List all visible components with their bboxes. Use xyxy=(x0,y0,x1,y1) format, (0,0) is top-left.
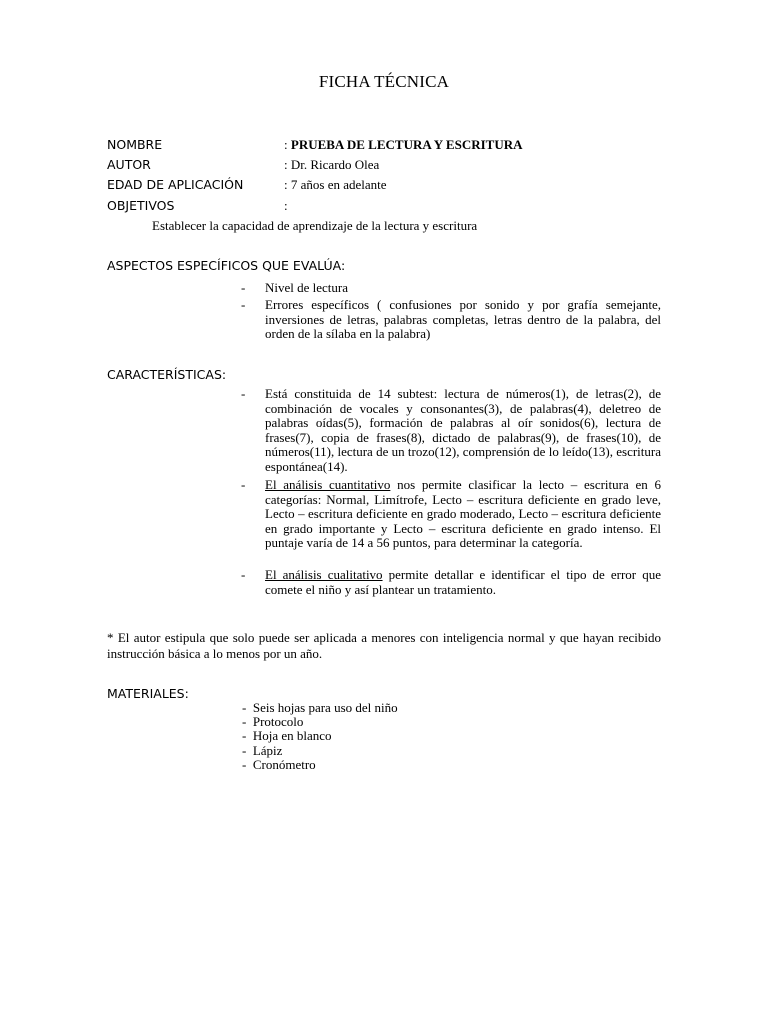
field-label: NOMBRE xyxy=(107,137,163,152)
aspect-item xyxy=(241,281,661,296)
author-note: * El autor estipula que solo puede ser aplicada a menores con inteligencia normal y que hayan recibido instrucción básica a lo menos por un año. xyxy=(107,630,661,661)
underlined-term: El análisis cualitativo xyxy=(265,567,383,582)
characteristic-item xyxy=(241,568,661,597)
characteristic-item-text xyxy=(265,478,661,551)
characteristic-item xyxy=(241,478,661,551)
aspects-heading: ASPECTOS ESPECÍFICOS QUE EVALÚA: xyxy=(107,258,346,273)
aspect-item-text: Nivel de lectura xyxy=(265,280,349,295)
field-value xyxy=(284,155,379,175)
objective-text: Establecer la capacidad de aprendizaje de la lectura y escritura xyxy=(152,218,478,233)
field-separator: : xyxy=(284,157,288,172)
materials-heading: MATERIALES: xyxy=(107,686,189,701)
age-range: 7 años en adelante xyxy=(290,177,387,192)
bullet-dash: - xyxy=(241,567,246,582)
field-separator: : xyxy=(284,177,288,192)
material-item xyxy=(242,701,398,715)
bullet-dash: - xyxy=(242,700,247,715)
aspect-item xyxy=(241,298,661,342)
page-title: FICHA TÉCNICA xyxy=(318,72,450,91)
bullet-dash: - xyxy=(241,477,246,492)
item-body: nos permite clasificar la lecto – escritura en 6 categorías: Normal, Limítrofe, Lecto – escritura deficiente en grado leve, Lecto – escritura deficiente en grado moderado, Lecto – escritura deficiente en grado importante y Lecto – escritura deficiente en grado intenso. El puntaje varía de 14 a 56 puntos, para determinar la categoría. xyxy=(265,477,661,551)
bullet-dash: - xyxy=(241,280,246,295)
material-item-text: Lápiz xyxy=(252,742,283,758)
field-label: EDAD DE APLICACIÓN xyxy=(107,177,244,192)
characteristic-item xyxy=(241,387,661,475)
field-label: OBJETIVOS xyxy=(107,198,175,213)
aspect-item-text: Errores específicos ( confusiones por sonido y por grafía semejante, inversiones de letras, palabras completas, letras dentro de la palabra, del orden de la sílaba en la palabra) xyxy=(265,297,661,342)
bullet-dash: - xyxy=(242,756,247,772)
characteristic-item-text: Está constituida de 14 subtest: lectura de números(1), de letras(2), de combinación de vocales y consonantes(3), de palabras(4), deletreo de palabras oídas(5), formación de palabras al oír sonidos(6), lectura de frases(7), copia de frases(8), dictado de palabras(9), de frases(10), de números(11), lectura de un trozo(12), comprensión de lo leído(13), escritura espontánea(14). xyxy=(265,386,661,474)
field-value xyxy=(284,175,387,195)
field-value xyxy=(284,196,288,216)
test-name: PRUEBA DE LECTURA Y ESCRITURA xyxy=(290,137,523,152)
bullet-dash: - xyxy=(241,386,246,401)
field-separator: : xyxy=(284,198,288,213)
bullet-dash: - xyxy=(242,714,247,730)
underlined-term: El análisis cuantitativo xyxy=(265,477,391,492)
bullet-dash: - xyxy=(241,297,246,312)
material-item xyxy=(242,729,398,743)
material-item-text: Cronómetro xyxy=(252,756,316,772)
material-item-text: Protocolo xyxy=(252,714,304,730)
material-item xyxy=(242,744,398,758)
material-item xyxy=(242,758,398,772)
bullet-dash: - xyxy=(242,728,247,744)
material-item-text: Seis hojas para uso del niño xyxy=(252,700,398,715)
material-item-text: Hoja en blanco xyxy=(252,728,332,744)
bullet-dash: - xyxy=(242,742,247,758)
item-body: permite detallar e identificar el tipo de error que comete el niño y así plantear un tratamiento. xyxy=(265,567,661,597)
characteristic-item-text xyxy=(265,568,661,597)
materials-list xyxy=(242,701,398,772)
field-label: AUTOR xyxy=(107,157,151,172)
author-name: Dr. Ricardo Olea xyxy=(290,157,380,172)
characteristics-heading: CARACTERÍSTICAS: xyxy=(107,367,227,382)
field-value xyxy=(284,135,523,155)
field-separator: : xyxy=(284,137,288,152)
material-item xyxy=(242,715,398,729)
